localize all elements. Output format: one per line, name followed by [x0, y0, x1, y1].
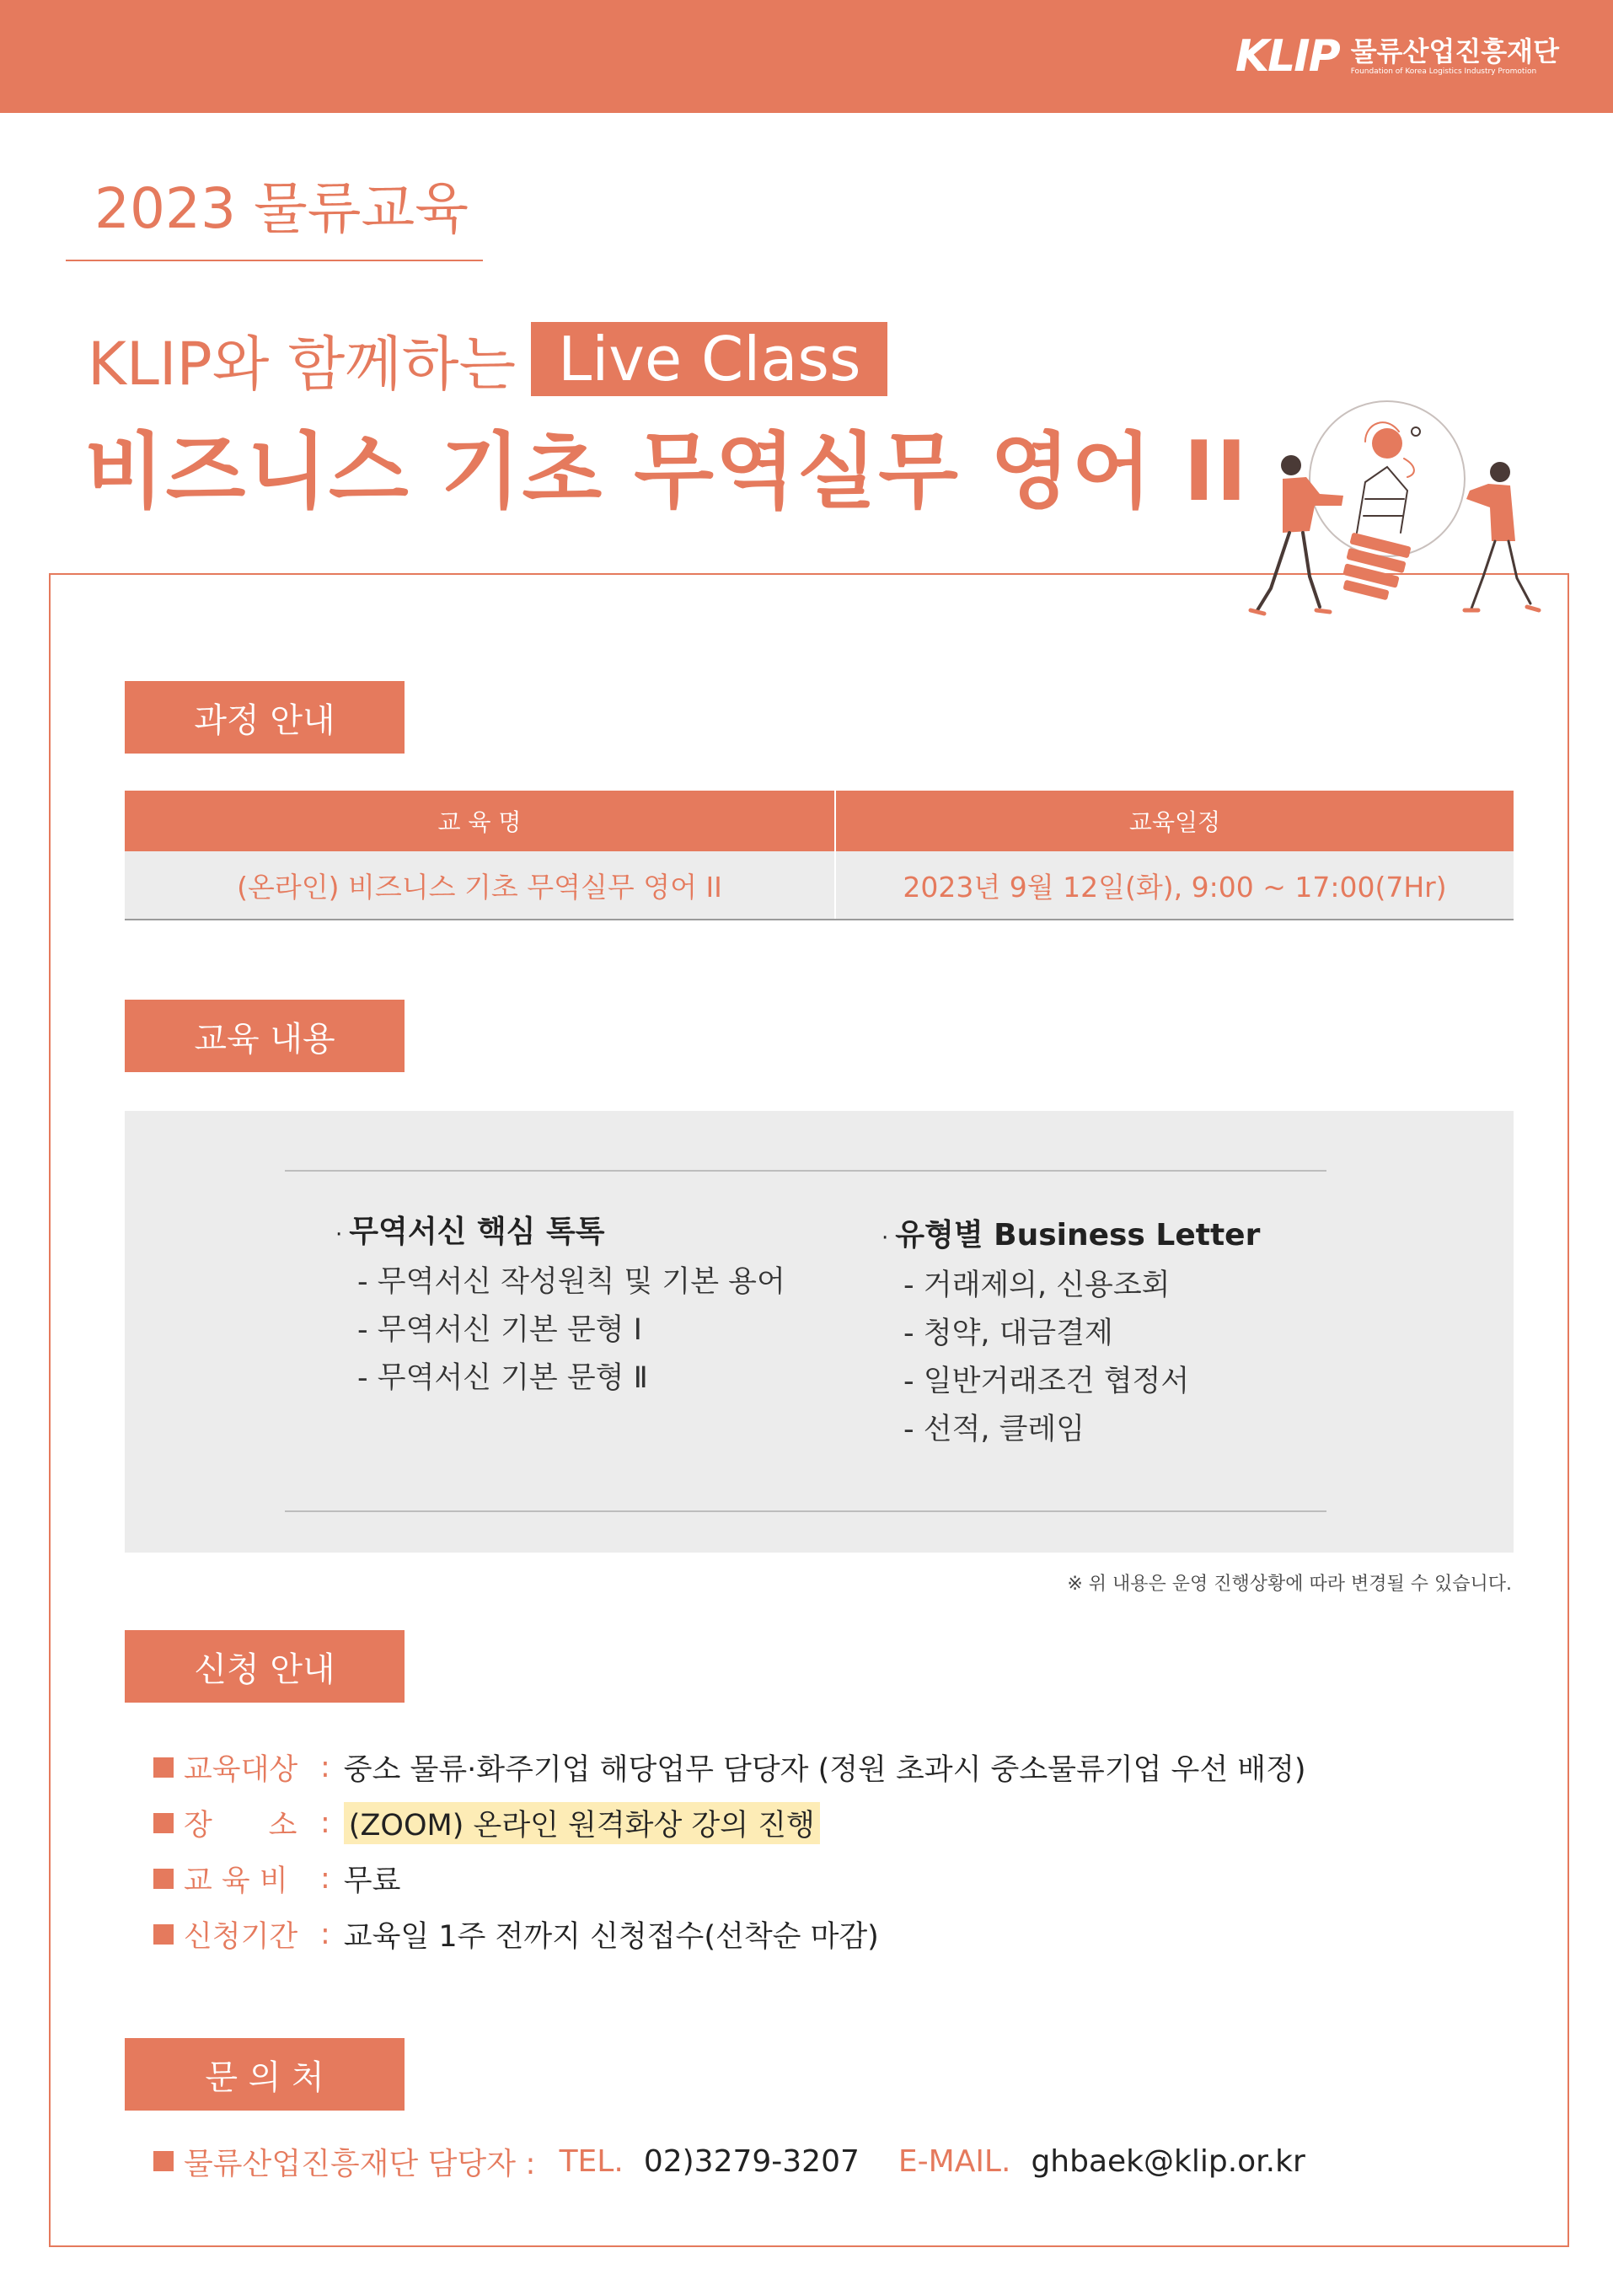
square-bullet-icon — [153, 2151, 174, 2171]
person-left-icon — [1251, 455, 1343, 614]
contact-row — [153, 2136, 1344, 2186]
contact-label: 물류산업진흥재단 담당자 : — [184, 2146, 536, 2181]
list-item — [153, 1740, 1306, 1795]
list-item — [153, 1907, 1306, 1962]
klip-logo — [1235, 29, 1559, 84]
content-left-column — [335, 1209, 785, 1403]
course-name-cell: (온라인) 비즈니스 기초 무역실무 영어 II — [125, 851, 836, 919]
apply-colon: : — [320, 1806, 330, 1840]
content-right-column — [882, 1212, 1260, 1454]
list-item — [153, 1851, 1306, 1907]
apply-colon: : — [320, 1862, 330, 1896]
logo-english: Foundation of Korea Logistics Industry Promotion — [1350, 67, 1537, 76]
section-inquiry: 문 의 처 — [125, 2038, 405, 2111]
subtitle-prefix: KLIP와 함께하는 — [88, 329, 517, 399]
content-top-divider — [285, 1170, 1326, 1172]
course-schedule-header: 교육일정 — [1128, 808, 1221, 836]
content-left-title: · 무역서신 핵심 톡톡 — [335, 1215, 605, 1249]
application-list — [153, 1740, 1306, 1962]
section-application: 신청 안내 — [125, 1630, 405, 1703]
apply-label: 교육대상 — [184, 1753, 298, 1787]
lightbulb-people-illustration — [1239, 389, 1551, 634]
apply-value: (ZOOM) 온라인 원격화상 강의 진행 — [344, 1802, 820, 1844]
apply-colon: : — [320, 1918, 330, 1951]
logo-text — [1351, 36, 1559, 77]
apply-label: 교 육 비 — [184, 1864, 288, 1898]
course-table — [125, 791, 1514, 920]
live-class-badge: Live Class — [531, 322, 887, 396]
list-item: - 청약, 대금결제 — [903, 1317, 1113, 1350]
table-row — [125, 851, 1514, 920]
list-item: - 무역서신 작성원칙 및 기본 용어 — [357, 1265, 785, 1299]
list-item: - 선적, 클레임 — [903, 1413, 1085, 1446]
content-right-title: · 유형별 Business Letter — [882, 1218, 1261, 1253]
content-note: ※ 위 내용은 운영 진행상황에 따라 변경될 수 있습니다. — [1067, 1574, 1512, 1595]
content-panel — [125, 1111, 1514, 1553]
subtitle — [88, 322, 887, 399]
list-item: - 무역서신 기본 문형 Ⅰ — [357, 1313, 642, 1347]
square-bullet-icon — [153, 1924, 174, 1945]
logo-mark: KLIP — [1235, 31, 1339, 82]
apply-value: 중소 물류·화주기업 해당업무 담당자 (정원 초과시 중소물류기업 우선 배정) — [343, 1753, 1306, 1787]
email-address[interactable]: ghbaek@klip.or.kr — [1031, 2143, 1305, 2179]
course-name-header: 교 육 명 — [125, 791, 836, 851]
square-bullet-icon — [153, 1757, 174, 1778]
content-bottom-divider — [285, 1510, 1326, 1512]
section-course-info: 과정 안내 — [125, 681, 405, 754]
email-label: E-MAIL. — [898, 2143, 1011, 2179]
bulb-dot — [1372, 428, 1402, 459]
apply-colon: : — [320, 1751, 330, 1784]
apply-value: 무료 — [343, 1864, 401, 1898]
list-item: - 일반거래조건 협정서 — [903, 1365, 1190, 1398]
apply-value: 교육일 1주 전까지 신청접수(선착순 마감) — [343, 1920, 879, 1954]
top-banner — [0, 0, 1613, 113]
list-item — [153, 1795, 1306, 1851]
tel-number[interactable]: 02)3279-3207 — [643, 2143, 860, 2179]
year-underline — [66, 260, 483, 261]
square-bullet-icon — [153, 1813, 174, 1833]
person-right-icon — [1465, 462, 1539, 610]
tel-label: TEL. — [559, 2143, 624, 2179]
list-item: - 거래제의, 신용조회 — [903, 1269, 1171, 1302]
apply-label: 신청기간 — [184, 1920, 298, 1954]
year-title: 2023 물류교육 — [94, 176, 469, 241]
list-item: - 무역서신 기본 문형 Ⅱ — [357, 1361, 648, 1395]
main-title: 비즈니스 기초 무역실무 영어 II — [84, 424, 1249, 520]
square-bullet-icon — [153, 1869, 174, 1889]
apply-label: 장 소 — [184, 1809, 297, 1843]
course-table-header — [125, 791, 1514, 851]
section-content: 교육 내용 — [125, 1000, 405, 1072]
course-schedule-cell: 2023년 9월 12일(화), 9:00 ~ 17:00(7Hr) — [903, 870, 1447, 904]
logo-name: 물류산업진흥재단 — [1350, 35, 1559, 67]
